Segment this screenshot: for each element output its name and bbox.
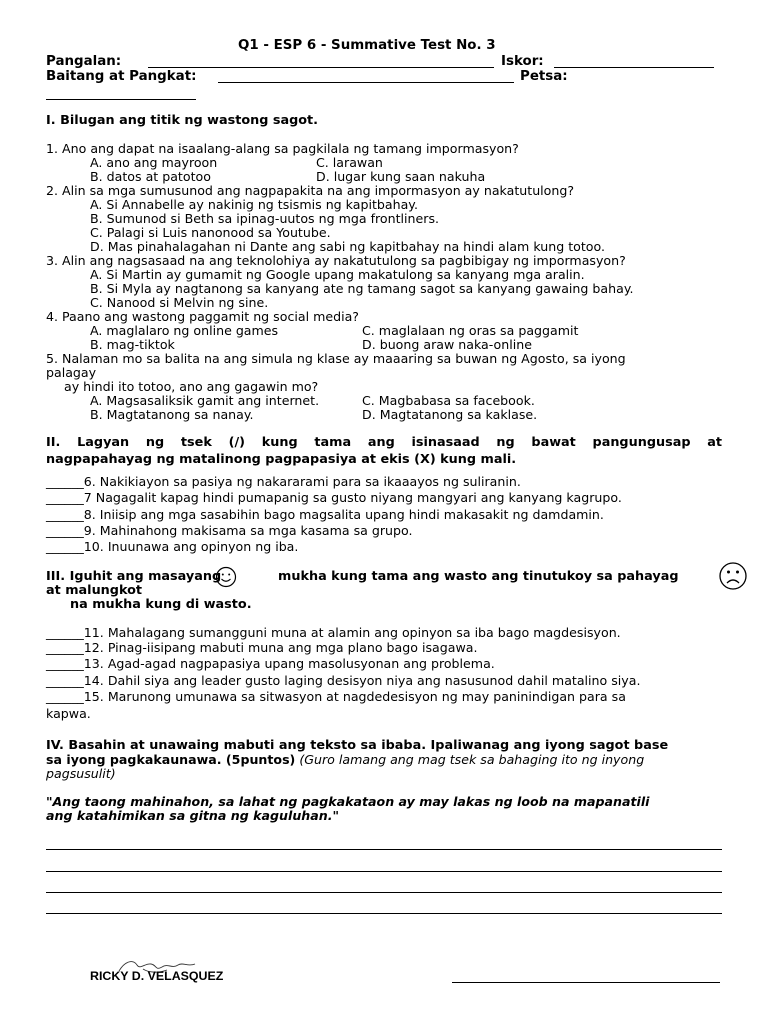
quote-line2: ang katahimikan sa gitna ng kaguluhan.": [46, 808, 340, 823]
part2-item-8[interactable]: ______8. Iniisip ang mga sasabihin bago magsalita upang hindi makasakit ng damdamin.: [46, 507, 604, 522]
answer-line-4[interactable]: [46, 913, 722, 914]
part3-heading-a: III. Iguhit ang masayang: [46, 569, 222, 584]
q5-option-a[interactable]: A. Magsasaliksik gamit ang internet.: [90, 393, 320, 408]
q4-option-c[interactable]: C. maglalaan ng oras sa paggamit: [362, 323, 579, 338]
part3-item-14[interactable]: ______14. Dahil siya ang leader gusto laging desisyon niya ang nasusunod dahil matalino siya.: [46, 673, 641, 688]
q2-option-b[interactable]: B. Sumunod si Beth sa ipinag-uutos ng mga frontliners.: [90, 211, 440, 226]
sad-face-icon: [718, 561, 748, 591]
score-blank[interactable]: [554, 67, 714, 68]
part3-item-15[interactable]: ______15. Marunong umunawa sa sitwasyon at nagdedesisyon ng may paninindigan para sa: [46, 689, 626, 704]
q5-stem-line3: ay hindi ito totoo, ano ang gagawin mo?: [64, 379, 319, 394]
test-title: Q1 - ESP 6 - Summative Test No. 3: [238, 38, 496, 53]
part2-heading-line2: nagpapahayag ng matalinong pagpapasiya at ekis (X) kung mali.: [46, 452, 517, 467]
part4-heading-line1: IV. Basahin at unawaing mabuti ang teksto sa ibaba. Ipaliwanag ang iyong sagot base: [46, 738, 669, 753]
part4-teacher-note-cont: pagsusulit): [46, 766, 116, 781]
name-label: Pangalan:: [46, 54, 122, 69]
part3-item-12[interactable]: ______12. Pinag-iisipang mabuti muna ang mga plano bago isagawa.: [46, 640, 478, 655]
q5-option-c[interactable]: C. Magbabasa sa facebook.: [362, 393, 535, 408]
part4-teacher-note: (Guro lamang ang mag tsek sa bahaging ito ng inyong: [299, 752, 645, 767]
part3-heading-d: na mukha kung di wasto.: [70, 597, 252, 612]
teacher-name: RICKY D. VELASQUEZ: [90, 969, 224, 983]
part2-item-10[interactable]: ______10. Inuunawa ang opinyon ng iba.: [46, 539, 299, 554]
part2-heading-line1: II. Lagyan ng tsek (/) kung tama ang isinasaad ng bawat pangungusap at: [46, 435, 722, 450]
part3-item-11[interactable]: ______11. Mahalagang sumangguni muna at alamin ang opinyon sa iba bago magdesisyon.: [46, 625, 621, 640]
q5-option-d[interactable]: D. Magtatanong sa kaklase.: [362, 407, 538, 422]
q4-option-a[interactable]: A. maglalaro ng online games: [90, 323, 279, 338]
part3-item-13[interactable]: ______13. Agad-agad nagpapasiya upang masolusyonan ang problema.: [46, 656, 495, 671]
q2-option-c[interactable]: C. Palagi si Luis nanonood sa Youtube.: [90, 225, 331, 240]
q2-option-d[interactable]: D. Mas pinahalagahan ni Dante ang sabi ng kapitbahay na hindi alam kung totoo.: [90, 239, 605, 254]
name-blank[interactable]: [148, 67, 494, 68]
q1-stem: 1. Ano ang dapat na isaalang-alang sa pagkilala ng tamang impormasyon?: [46, 141, 519, 156]
q4-option-b[interactable]: B. mag-tiktok: [90, 337, 175, 352]
part1-heading: I. Bilugan ang titik ng wastong sagot.: [46, 113, 319, 128]
part4-heading-points: sa iyong pagkakaunawa. (5puntos): [46, 752, 296, 767]
q4-stem: 4. Paano ang wastong paggamit ng social media?: [46, 309, 359, 324]
part3-heading-b: mukha kung tama ang wasto ang tinutukoy sa pahayag: [278, 569, 679, 584]
q5-option-b[interactable]: B. Magtatanong sa nanay.: [90, 407, 254, 422]
date-label: Petsa:: [520, 69, 568, 84]
quote-line1: "Ang taong mahinahon, sa lahat ng pagkakataon ay may lakas ng loob na mapanatili: [46, 794, 650, 809]
q1-option-b[interactable]: B. datos at patotoo: [90, 169, 211, 184]
q4-option-d[interactable]: D. buong araw naka-online: [362, 337, 532, 352]
score-label: Iskor:: [501, 54, 544, 69]
date-blank[interactable]: [46, 99, 196, 100]
part3-item-15-cont: kapwa.: [46, 706, 91, 721]
parent-signature-blank[interactable]: [452, 982, 720, 983]
part4-heading-line2: [46, 753, 644, 767]
answer-line-1[interactable]: [46, 849, 722, 850]
part2-item-7[interactable]: ______7 Nagagalit kapag hindi pumapanig sa gusto niyang mangyari ang kanyang kagrupo.: [46, 490, 622, 505]
happy-face-icon: [215, 566, 237, 588]
grade-section-blank[interactable]: [218, 82, 514, 83]
part2-item-6[interactable]: ______6. Nakikiayon sa pasiya ng nakararami para sa ikaaayos ng suliranin.: [46, 474, 521, 489]
q3-option-b[interactable]: B. Si Myla ay nagtanong sa kanyang ate ng tamang sagot sa kanyang gawaing bahay.: [90, 281, 634, 296]
q3-option-c[interactable]: C. Nanood si Melvin ng sine.: [90, 295, 269, 310]
q2-stem: 2. Alin sa mga sumusunod ang nagpapakita na ang impormasyon ay nakatutulong?: [46, 183, 575, 198]
answer-line-2[interactable]: [46, 871, 722, 872]
q2-option-a[interactable]: A. Si Annabelle ay nakinig ng tsismis ng kapitbahay.: [90, 197, 418, 212]
q1-option-c[interactable]: C. larawan: [316, 155, 383, 170]
q3-option-a[interactable]: A. Si Martin ay gumamit ng Google upang makatulong sa kanyang mga aralin.: [90, 267, 585, 282]
answer-line-3[interactable]: [46, 892, 722, 893]
q5-stem-line1: 5. Nalaman mo sa balita na ang simula ng klase ay maaaring sa buwan ng Agosto, sa iyong: [46, 351, 626, 366]
q1-option-a[interactable]: A. ano ang mayroon: [90, 155, 218, 170]
part3-heading-c: at malungkot: [46, 583, 143, 598]
part2-item-9[interactable]: ______9. Mahinahong makisama sa mga kasama sa grupo.: [46, 523, 413, 538]
q1-option-d[interactable]: D. lugar kung saan nakuha: [316, 169, 486, 184]
q3-stem: 3. Alin ang nagsasaad na ang teknolohiya ay nakatutulong sa pagbibigay ng impormasyon?: [46, 253, 626, 268]
grade-section-label: Baitang at Pangkat:: [46, 69, 197, 84]
q5-stem-line2: palagay: [46, 365, 97, 380]
